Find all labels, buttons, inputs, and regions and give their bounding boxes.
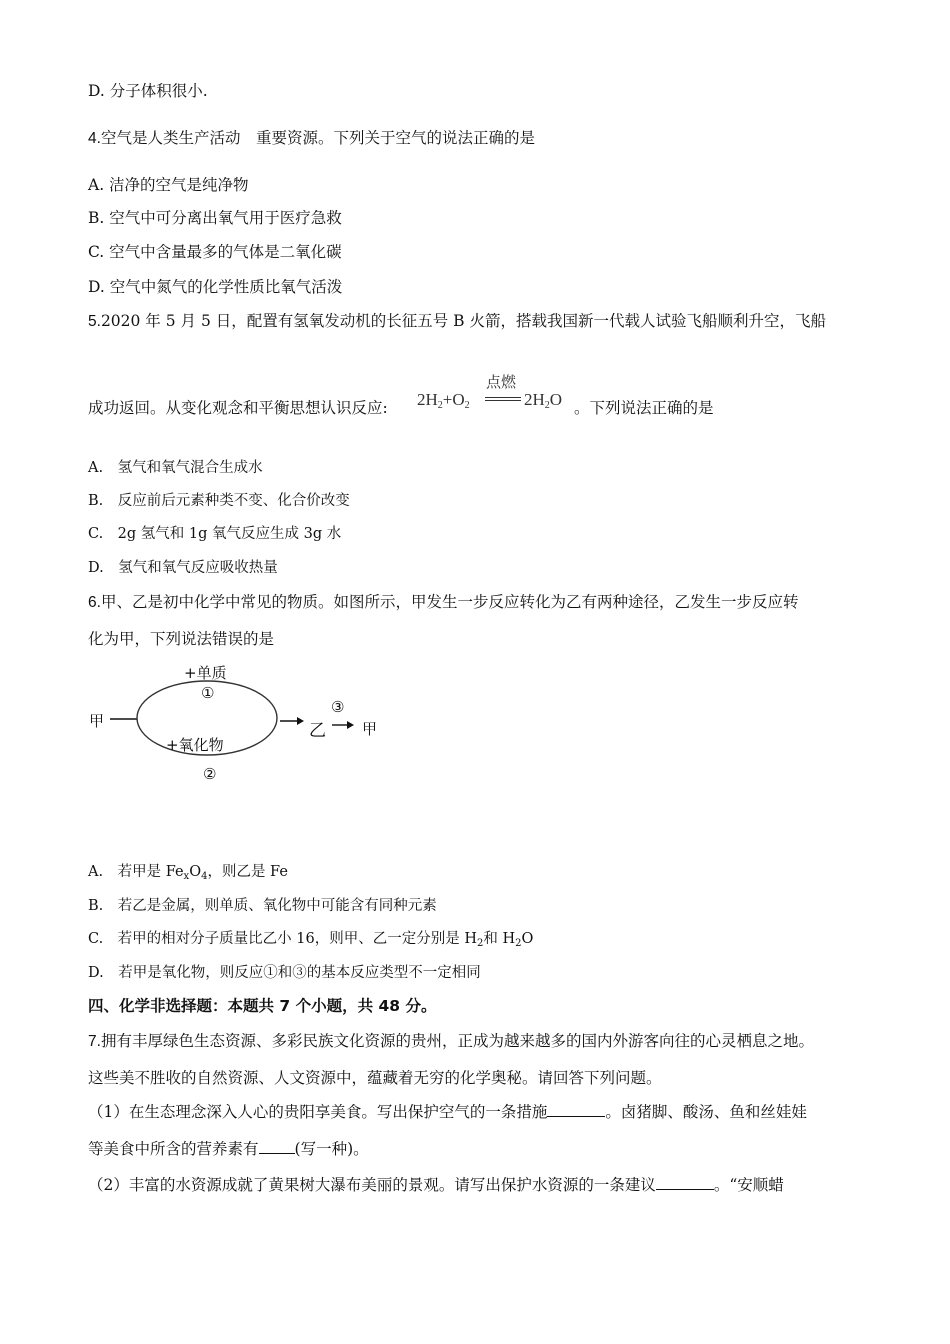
q5-option-c: C. 2g 氢气和 1g 氧气反应生成 3g 水 (88, 526, 342, 542)
q7-part1-line2: 等美食中所含的营养素有 (写一种)。 (88, 1140, 369, 1158)
q6-option-c: C. 若甲的相对分子质量比乙小 16，则甲、乙一定分别是 $H_2$和 $H_2O$ (88, 931, 534, 949)
q5-stem-line2 (88, 398, 388, 418)
diagram-top-label: +单质 (184, 664, 227, 682)
q7-part2-line1: （2）丰富的水资源成就了黄果树大瀑布美丽的景观。请写出保护水资源的一条建议 。“安顺蜡 (88, 1176, 784, 1194)
q6-option-a: A. 若甲是 $Fe_xO_4$，则乙是 Fe (88, 864, 288, 882)
q7-stem-line1 (88, 1031, 814, 1052)
q5-stem-text1: 2020 年 5 月 5 日，配置有氢氧发动机的长征五号 B 火箭，搭载我国新一代载人试验飞船顺利升空，飞船 (100, 312, 826, 330)
section-4-title: 四、化学非选择题：本题共 7 个小题，共 48 分。 (88, 997, 437, 1015)
q4-option-a: A. 洁净的空气是纯净物 (88, 176, 249, 194)
q5-equation-right: $2H_2O$ (524, 390, 563, 411)
q4-stem (88, 128, 535, 149)
diagram-circle-3: ③ (331, 698, 345, 716)
q4-number: 4. (88, 130, 101, 147)
q5-stem-tail: 。下列说法正确的是 (574, 399, 714, 417)
q5-stem-text2: 成功返回。从变化观念和平衡思想认识反应: (88, 399, 388, 417)
q4-option-c: C. 空气中含量最多的气体是二氧化碳 (88, 243, 342, 261)
q6-option-d: D. 若甲是氧化物，则反应①和③的基本反应类型不一定相同 (88, 965, 481, 981)
q5-equals-sign (485, 397, 521, 401)
answer-blank-2[interactable] (259, 1139, 295, 1154)
q5-option-d: D. 氢气和氧气反应吸收热量 (88, 560, 278, 576)
q6-stem-line2: 化为甲，下列说法错误的是 (88, 630, 275, 648)
diagram-circle-1: ① (201, 684, 215, 702)
q5-reaction-condition: 点燃 (486, 373, 517, 391)
q4-option-b: B. 空气中可分离出氧气用于医疗急救 (88, 209, 342, 227)
answer-blank-3[interactable] (656, 1175, 714, 1190)
q4-option-d: D. 空气中氮气的化学性质比氧气活泼 (88, 278, 343, 296)
diagram-jia-left: 甲 (89, 712, 105, 730)
q5-option-b: B. 反应前后元素种类不变、化合价改变 (88, 493, 350, 509)
diagram-yi: 乙 (309, 721, 326, 741)
diagram-jia-right: 甲 (362, 720, 378, 738)
answer-blank-1[interactable] (547, 1102, 605, 1117)
q5-stem-line1 (88, 311, 826, 332)
diagram-inner-label: +氧化物 (166, 736, 224, 754)
diagram-lines (80, 655, 400, 795)
q6-option-b: B. 若乙是金属，则单质、氧化物中可能含有同种元素 (88, 898, 437, 914)
q7-stem-text1: 拥有丰厚绿色生态资源、多彩民族文化资源的贵州，正成为越来越多的国内外游客向往的心灵栖息之地。 (100, 1032, 814, 1050)
q7-stem-line2: 这些美不胜收的自然资源、人文资源中，蕴藏着无穷的化学奥秘。请回答下列问题。 (88, 1069, 662, 1087)
q6-number: 6. (88, 594, 101, 611)
q6-stem-line1 (88, 592, 798, 613)
q5-number: 5. (88, 313, 101, 330)
arrow-to-yi-icon (297, 717, 304, 725)
q7-part1-line1: （1）在生态理念深入人心的贵阳享美食。写出保护空气的一条措施 。卤猪脚、酸汤、鱼和丝娃娃 (88, 1103, 807, 1121)
arrow-to-jia-icon (347, 721, 354, 729)
q6-stem-text1: 甲、乙是初中化学中常见的物质。如图所示，甲发生一步反应转化为乙有两种途径，乙发生一步反应转 (100, 593, 799, 611)
q5-equation-left: $2H_2+O_2$ (417, 390, 470, 411)
q7-number: 7. (88, 1033, 101, 1050)
diagram-circle-2: ② (203, 765, 217, 783)
q4-stem-text: 空气是人类生产活动 重要资源。下列关于空气的说法正确的是 (100, 129, 535, 147)
q3-option-d: D. 分子体积很小. (88, 82, 208, 100)
q5-option-a: A. 氢气和氧气混合生成水 (88, 460, 263, 476)
